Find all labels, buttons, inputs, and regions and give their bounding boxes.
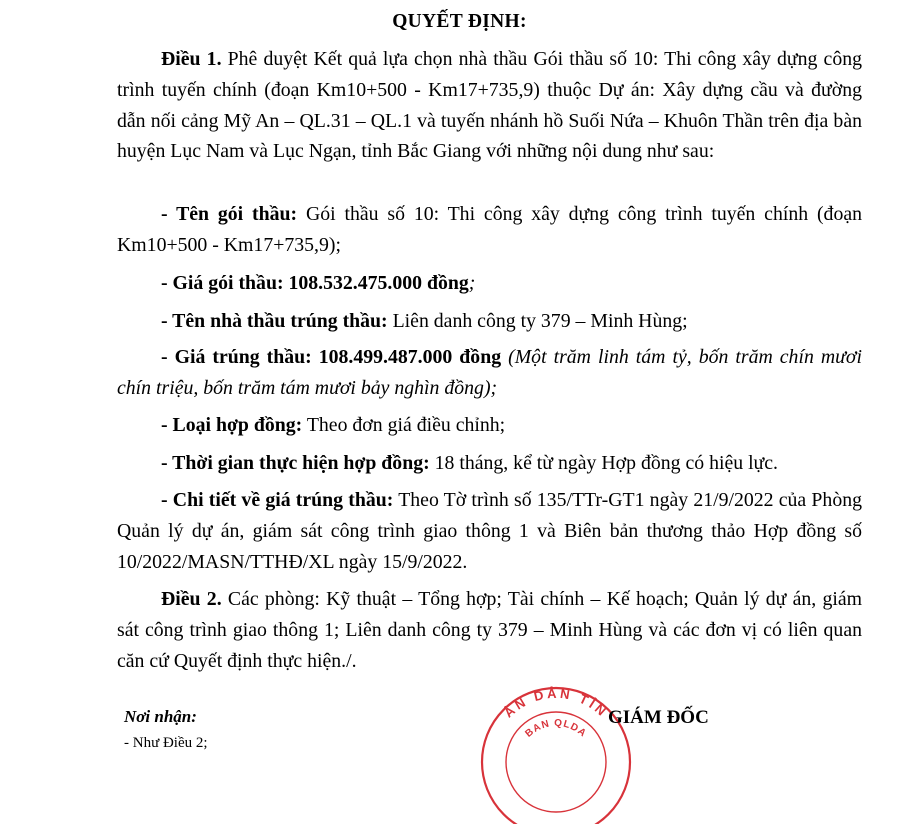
item-contract-duration-label: - Thời gian thực hiện hợp đồng: (161, 452, 430, 474)
article-2-text: Các phòng: Kỹ thuật – Tổng hợp; Tài chính – Kế hoạch; Quản lý dự án, giám sát công trình giao thông 1; Liên danh công ty 379 – Minh Hùng và các đơn vị có liên quan căn cứ Quyết định thực hiện./. (117, 588, 862, 672)
item-contract-type-value: Theo đơn giá điều chỉnh; (302, 414, 506, 436)
item-package-price-label: - Giá gói thầu: 108.532.475.000 đồng (161, 272, 469, 294)
item-package-name (117, 199, 862, 261)
director-title: GIÁM ĐỐC (608, 707, 709, 728)
item-contract-type-label: - Loại hợp đồng: (161, 414, 303, 436)
item-price-details (117, 485, 862, 577)
stamp-top-text: ÂN DÂN TỈN (500, 685, 612, 721)
item-winning-price-label: - Giá trúng thầu: 108.499.487.000 đồng (161, 346, 502, 368)
item-contract-duration (117, 448, 862, 479)
article-1-label: Điều 1. (161, 48, 222, 70)
item-winning-price (117, 342, 862, 404)
official-stamp (470, 684, 640, 824)
item-package-name-value: Gói thầu số 10: Thi công xây dựng công trình tuyến chính (đoạn Km10+500 - Km17+735,9); (117, 203, 863, 256)
item-winner-name (117, 306, 862, 337)
item-contract-type (117, 410, 862, 441)
item-price-details-value: Theo Tờ trình số 135/TTr-GT1 ngày 21/9/2022 của Phòng Quản lý dự án, giám sát công trình giao thông 1 và Biên bản thương thảo Hợp đồng số 10/2022/MASN/TTHĐ/XL ngày 15/9/2022. (117, 489, 862, 573)
stamp-inner-text: BAN QLDA (523, 717, 589, 740)
item-package-name-label: - Tên gói thầu: (161, 203, 298, 225)
item-package-price-value: ; (468, 272, 476, 294)
item-winner-name-value: Liên danh công ty 379 – Minh Hùng; (387, 310, 688, 332)
article-2 (117, 584, 862, 676)
article-1-text: Phê duyệt Kết quả lựa chọn nhà thầu Gói thầu số 10: Thi công xây dựng công trình tuyến chính (đoạn Km10+500 - Km17+735,9) thuộc Dự án: Xây dựng cầu và đường dẫn nối cảng Mỹ An – QL.31 – QL.1 và tuyến nhánh hồ Suối Nứa – Khuôn Thần trên địa bàn huyện Lục Nam và Lục Ngạn, tỉnh Bắc Giang với những nội dung như sau: (117, 48, 862, 163)
item-winning-price-value: (Một trăm linh tám tỷ, bốn trăm chín mươi chín triệu, bốn trăm tám mươi bảy nghìn đồng); (117, 346, 862, 399)
item-winner-name-label: - Tên nhà thầu trúng thầu: (161, 310, 388, 332)
article-2-label: Điều 2. (161, 588, 222, 610)
item-package-price (117, 268, 862, 299)
recipients-heading: Nơi nhận: (124, 707, 197, 726)
recipients-item: - Như Điều 2; (124, 735, 208, 751)
article-1 (117, 44, 862, 167)
decision-title: QUYẾT ĐỊNH: (392, 11, 527, 32)
item-price-details-label: - Chi tiết về giá trúng thầu: (161, 489, 394, 511)
item-contract-duration-value: 18 tháng, kể từ ngày Hợp đồng có hiệu lực. (429, 452, 779, 474)
